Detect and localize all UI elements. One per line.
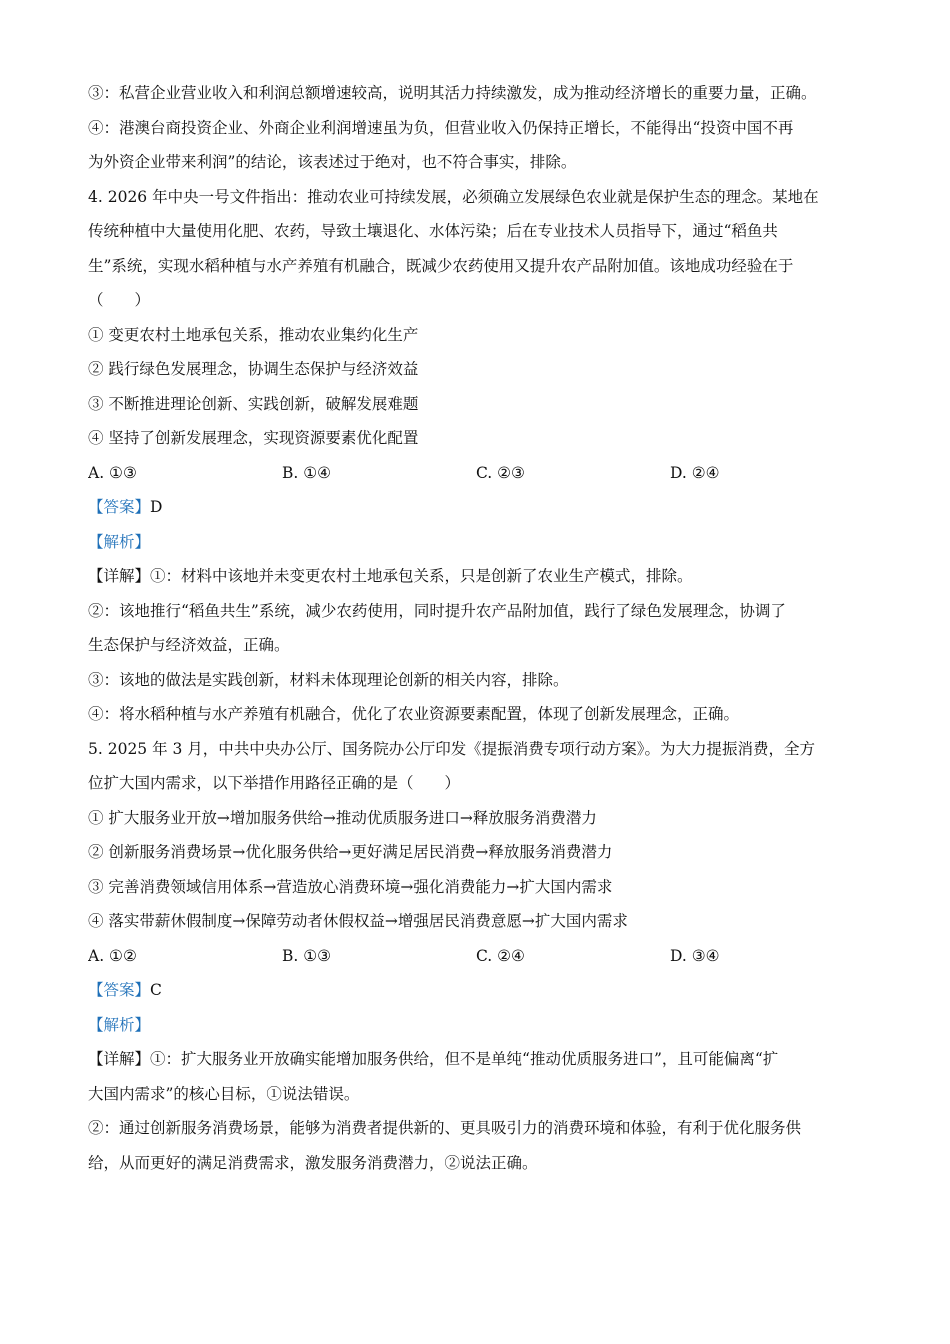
explanation-line: 大国内需求”的核心目标，①说法错误。 — [88, 1084, 360, 1103]
question-4-blank: （ ） — [88, 291, 151, 309]
answer-tag: 【答案】 — [88, 498, 151, 516]
question-4-statement-4: ④ 坚持了创新发展理念，实现资源要素优化配置 — [88, 429, 419, 447]
choice-a: A. ①③ — [88, 463, 137, 482]
explanation-line: ③：该地的做法是实践创新，材料未体现理论创新的相关内容，排除。 — [88, 670, 569, 689]
choice-d: D. ③④ — [670, 946, 720, 965]
question-4-statement-1: ① 变更农村土地承包关系，推动农业集约化生产 — [88, 325, 419, 344]
analysis-line: ④：港澳台商投资企业、外商企业利润增速虽为负，但营业收入仍保持正增长，不能得出“投资中国不再 — [88, 118, 794, 137]
analysis-tag: 【解析】 — [88, 1015, 151, 1034]
question-5-explanation — [88, 1042, 868, 1077]
question-5-statement-1: ① 扩大服务业开放→增加服务供给→推动优质服务进口→释放服务消费潜力 — [88, 808, 597, 827]
question-4-choices — [88, 456, 868, 491]
question-4-statement-3: ③ 不断推进理论创新、实践创新，破解发展难题 — [88, 394, 419, 413]
choice-c: C. ②④ — [476, 946, 525, 965]
choice-c: C. ②③ — [476, 463, 525, 482]
answer-tag: 【答案】 — [88, 981, 151, 999]
explanation-text: ①：扩大服务业开放确实能增加服务供给，但不是单纯“推动优质服务进口”，且可能偏离“扩 — [150, 1050, 779, 1068]
answer-value: D — [150, 498, 163, 516]
question-4-stem: 生”系统，实现水稻种植与水产养殖有机融合，既减少农药使用又提升农产品附加值。该地成功经验在于 — [88, 256, 794, 275]
question-5-statement-3: ③ 完善消费领域信用体系→营造放心消费环境→强化消费能力→扩大国内需求 — [88, 877, 613, 896]
question-4-answer — [88, 490, 868, 525]
question-4-stem: 4. 2026 年中央一号文件指出：推动农业可持续发展，必须确立发展绿色农业就是保护生态的理念。某地在 — [88, 187, 819, 206]
question-4-stem: 传统种植中大量使用化肥、农药，导致土壤退化、水体污染；后在专业技术人员指导下，通过“稻鱼共 — [88, 222, 778, 240]
explanation-line: 生态保护与经济效益，正确。 — [88, 636, 290, 654]
answer-value: C — [150, 981, 162, 999]
question-4-statement-2: ② 践行绿色发展理念，协调生态保护与经济效益 — [88, 360, 419, 378]
analysis-line: ③：私营企业营业收入和利润总额增速较高，说明其活力持续激发，成为推动经济增长的重要力量，正确。 — [88, 84, 817, 102]
question-5-statement-4: ④ 落实带薪休假制度→保障劳动者休假权益→增强居民消费意愿→扩大国内需求 — [88, 912, 628, 930]
question-5-stem: 位扩大国内需求，以下举措作用路径正确的是（ ） — [88, 774, 461, 792]
document-page — [88, 76, 868, 1180]
detail-tag: 【详解】 — [88, 1050, 151, 1068]
choice-b: B. ①④ — [282, 463, 332, 482]
explanation-line: ②：通过创新服务消费场景，能够为消费者提供新的、更具吸引力的消费环境和体验，有利于优化服务供 — [88, 1119, 802, 1137]
explanation-line: 给，从而更好的满足消费需求，激发服务消费潜力，②说法正确。 — [88, 1153, 538, 1172]
choice-d: D. ②④ — [670, 463, 720, 482]
choice-b: B. ①③ — [282, 946, 332, 965]
analysis-tag: 【解析】 — [88, 532, 151, 551]
question-5-choices — [88, 939, 868, 974]
question-5-answer — [88, 973, 868, 1008]
question-5-stem: 5. 2025 年 3 月，中共中央办公厅、国务院办公厅印发《提振消费专项行动方案》。为大力提振消费，全方 — [88, 739, 816, 758]
question-5-statement-2: ② 创新服务消费场景→优化服务供给→更好满足居民消费→释放服务消费潜力 — [88, 843, 613, 861]
choice-a: A. ①② — [88, 946, 137, 965]
explanation-line: ④：将水稻种植与水产养殖有机融合，优化了农业资源要素配置，体现了创新发展理念，正确。 — [88, 705, 740, 723]
explanation-text: ①：材料中该地并未变更农村土地承包关系，只是创新了农业生产模式，排除。 — [150, 567, 693, 585]
detail-tag: 【详解】 — [88, 567, 151, 585]
explanation-line: ②：该地推行“稻鱼共生”系统，减少农药使用，同时提升农产品附加值，践行了绿色发展理念，协调了 — [88, 601, 786, 620]
question-4-explanation — [88, 559, 868, 594]
analysis-line: 为外资企业带来利润”的结论，该表述过于绝对，也不符合事实，排除。 — [88, 153, 577, 171]
